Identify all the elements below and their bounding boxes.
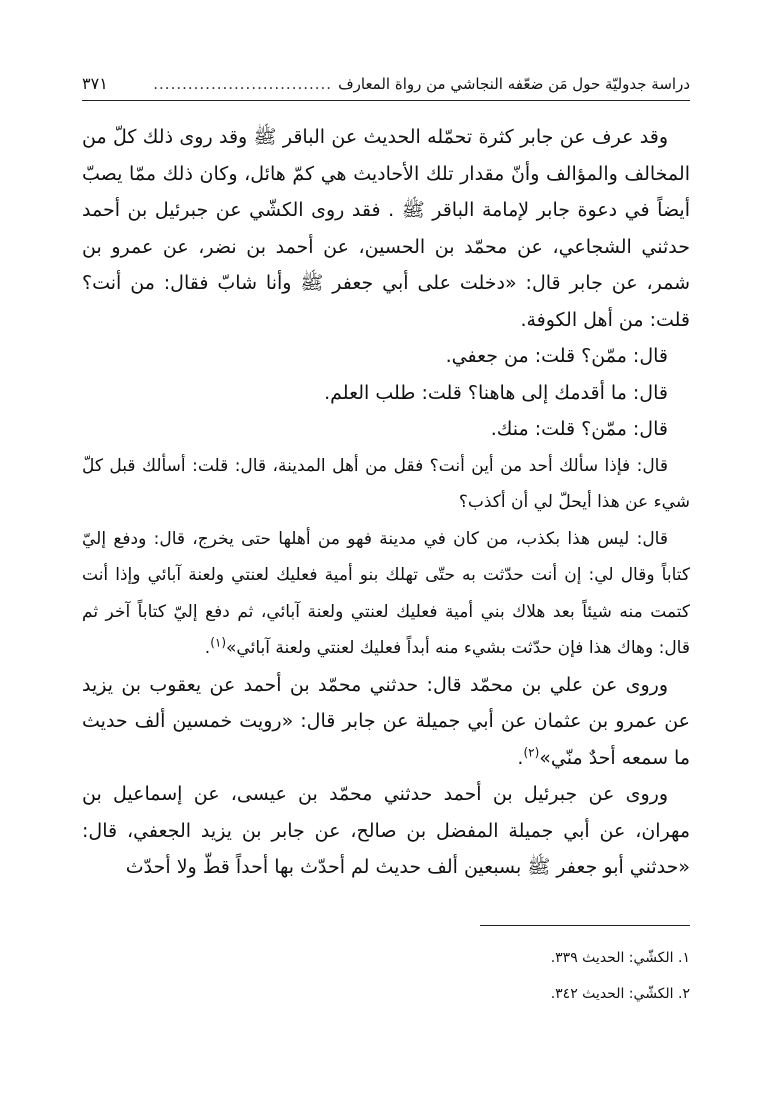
footnotes bbox=[82, 940, 690, 1012]
header-title: دراسة جدوليّة حول مَن ضعّفه النجاشي من رواة المعارف bbox=[338, 75, 690, 93]
footnote: ١. الكشّي: الحديث ٣٣٩. bbox=[550, 950, 690, 966]
paragraph bbox=[82, 667, 690, 777]
book-page bbox=[82, 72, 690, 1072]
footnote-divider bbox=[480, 925, 690, 926]
paragraph: قال: ممّن؟ قلت: منك. bbox=[490, 418, 668, 440]
paragraph-end: . bbox=[204, 638, 211, 658]
paragraph: قال: فإذا سألك أحد من أين أنت؟ فقل من أهل المدينة، قال: قلت: أسألك قبل كلّ شيء عن هذا أيحلّ لي أن أكذب؟ bbox=[82, 455, 690, 512]
running-header bbox=[82, 72, 690, 101]
footnote-reference: (١) bbox=[210, 635, 227, 650]
paragraph: وروى عن جبرئيل بن أحمد حدثني محمّد بن عيسى، عن إسماعيل بن مهران، عن أبي جميلة المفضل بن صالح، عن جابر بن يزيد الجعفي، قال: «حدثني أبو جعفر ﷺ بسبعين ألف حديث لم أحدّث بها أحداً قطّ ولا أحدّث bbox=[82, 783, 690, 878]
paragraph: وقد عرف عن جابر كثرة تحمّله الحديث عن الباقر ﷺ وقد روى ذلك كلّ من المخالف والمؤالف وأنّ مقدار تلك الأحاديث هي كمّ هائل، وكان ذلك ممّا يصبّ أيضاً في دعوة جابر لإمامة الباقر ﷺ . فقد روى الكشّي عن جبرئيل بن أحمد حدثني الشجاعي، عن محمّد بن الحسين، عن أحمد بن نضر، عن عمرو بن شمر، عن جابر قال: «دخلت على أبي جعفر ﷺ وأنا شابّ فقال: من أنت؟ قلت: من أهل الكوفة. bbox=[82, 126, 690, 331]
header-leader-dots: ............................... bbox=[153, 75, 333, 93]
footnote-reference: (٢) bbox=[523, 745, 540, 760]
body-text bbox=[82, 119, 690, 886]
paragraph: قال: ممّن؟ قلت: من جعفي. bbox=[445, 345, 668, 367]
paragraph: قال: ما أقدمك إلى هاهنا؟ قلت: طلب العلم. bbox=[324, 381, 668, 404]
page-number: ٣٧١ bbox=[82, 74, 108, 93]
paragraph-text: وروى عن علي بن محمّد قال: حدثني محمّد بن أحمد عن يعقوب بن يزيد عن عمرو بن عثمان عن أبي جميلة عن جابر قال: «رويت خمسين ألف حديث ما سمعه أحدٌ منّي» bbox=[82, 673, 690, 769]
footnote: ٢. الكشّي: الحديث ٣٤٢. bbox=[550, 986, 690, 1002]
paragraph-end: . bbox=[517, 746, 524, 769]
paragraph bbox=[82, 521, 690, 667]
paragraph-text: قال: ليس هذا بكذب، من كان في مدينة فهو من أهلها حتى يخرج، قال: ودفع إليّ كتاباً وقال لي: إن أنت حدّثت به حتّى تهلك بنو أمية فعليك لعنتي ولعنة آبائي وإذا أنت كتمت منه شيئاً بعد هلاك بني أمية فعليك لعنتي ولعنة آبائي، ثم دفع إليّ كتاباً آخر ثم قال: وهاك هذا فإن حدّثت بشيء منه أبداً فعليك لعنتي ولعنة آبائي» bbox=[82, 528, 690, 658]
